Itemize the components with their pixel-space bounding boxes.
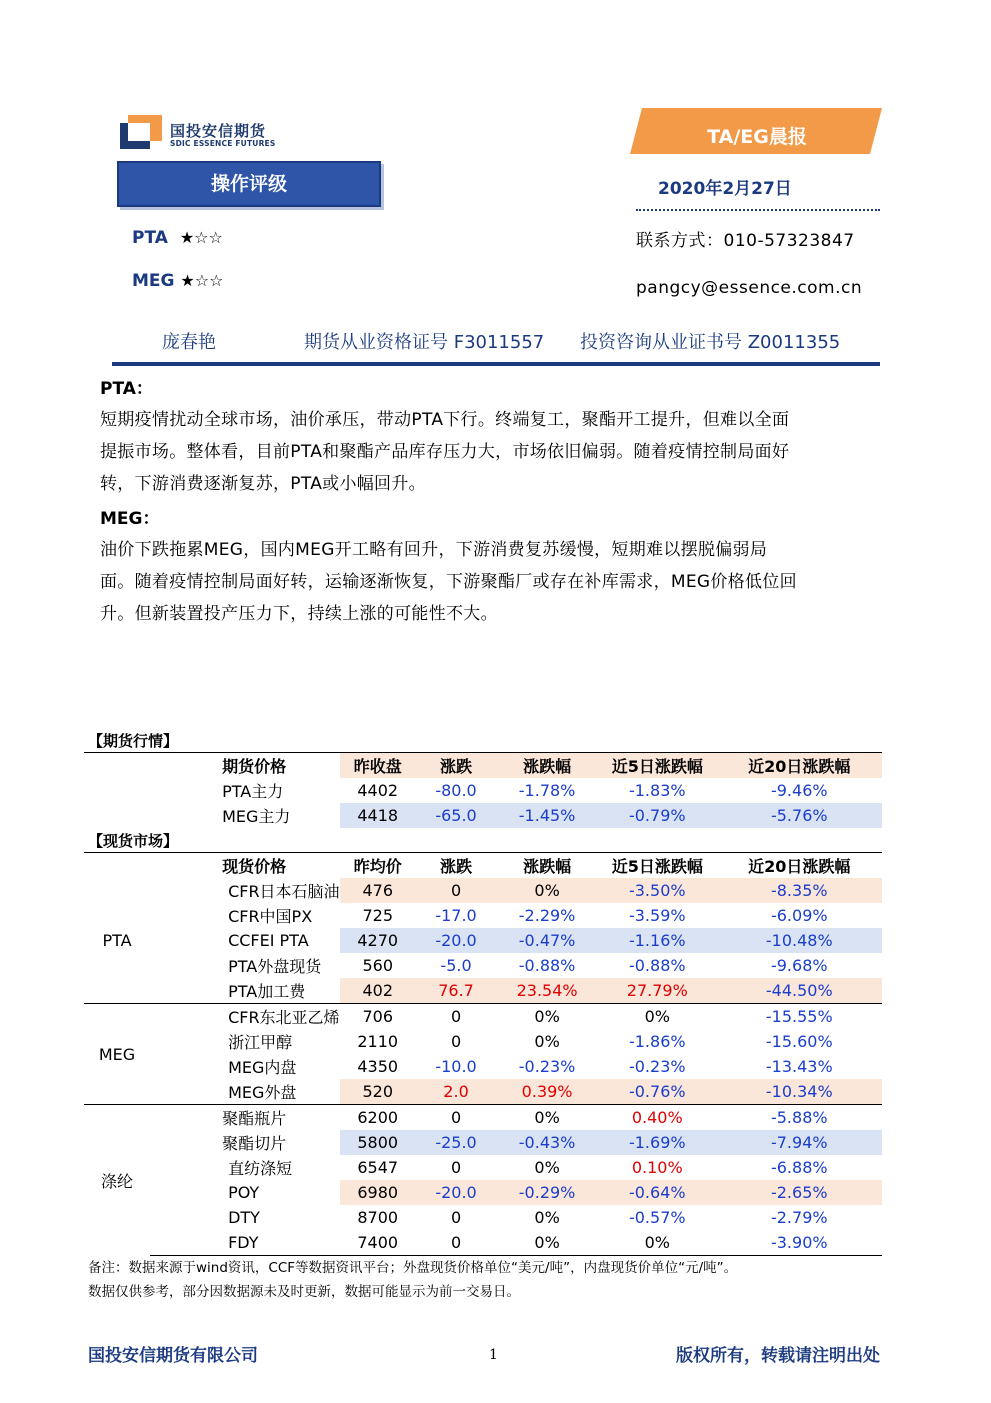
futures-cert: 期货从业资格证号 F3011557 [304, 332, 545, 353]
author-divider [112, 362, 880, 366]
table-row [84, 778, 882, 803]
table-cell: -3.59% [628, 906, 686, 925]
column-header: 昨均价 [340, 853, 416, 879]
table-row [84, 1180, 882, 1205]
section-title-spot: 【现货市场】 [88, 831, 179, 850]
logo-name-en: SDIC ESSENCE FUTURES [170, 139, 276, 148]
invest-cert: 投资咨询从业证书号 Z0011355 [580, 332, 841, 353]
table-cell: 0% [496, 1105, 598, 1131]
table-cell: -9.46% [770, 781, 828, 800]
table-cell: -65.0 [416, 803, 496, 828]
group-blank [84, 778, 150, 803]
table-cell: 0% [598, 1230, 717, 1256]
table-note: 数据仅供参考，部分因数据源未及时更新，数据可能显示为前一交易日。 [88, 1284, 520, 1300]
table-cell: -10.48% [717, 928, 882, 953]
table-cell: 0% [534, 1158, 560, 1177]
table-cell: 0 [416, 1004, 496, 1030]
table-row [84, 1054, 882, 1079]
row-label: MEG主力 [222, 807, 291, 826]
table-cell: 476 [340, 878, 416, 903]
table-cell: 0.10% [631, 1158, 683, 1177]
row-label: CFR中国PX [228, 907, 313, 926]
table-row [84, 1079, 882, 1105]
report-tag: TA/EG晨报 [707, 126, 807, 148]
row-label: 直纺涤短 [228, 1159, 293, 1178]
column-header: 近5日涨跌幅 [598, 853, 717, 879]
table-cell: -0.79% [598, 803, 717, 828]
column-header: 现货价格 [150, 853, 340, 879]
row-label: PTA主力 [222, 782, 284, 801]
table-cell: -0.43% [496, 1130, 598, 1155]
table-cell: -0.47% [496, 928, 598, 953]
table-cell: -6.88% [770, 1158, 828, 1177]
table-cell: 0% [534, 1032, 560, 1051]
rating-pta-name: PTA [132, 228, 168, 248]
table-cell: 0% [534, 1208, 560, 1227]
table-cell: -3.50% [598, 878, 717, 903]
rating-meg-name: MEG [132, 271, 175, 291]
row-label: MEG内盘 [228, 1058, 297, 1077]
table-cell: 706 [340, 1004, 416, 1030]
table-cell: -0.88% [518, 956, 576, 975]
table-cell: -1.86% [628, 1032, 686, 1051]
row-label: CCFEI PTA [228, 931, 309, 950]
table-cell: 0 [416, 1230, 496, 1256]
row-label: FDY [150, 1230, 340, 1256]
table-cell: -2.65% [717, 1180, 882, 1205]
table-cell: 0 [450, 1158, 462, 1177]
table-cell: -6.09% [770, 906, 828, 925]
pta-line: 转，下游消费逐渐复苏，PTA或小幅回升。 [100, 474, 426, 494]
footer-copyright: 版权所有，转载请注明出处 [676, 1346, 880, 1366]
table-cell: -20.0 [416, 928, 496, 953]
table-cell: -5.88% [717, 1105, 882, 1131]
table-cell: -25.0 [416, 1130, 496, 1155]
section-title-meg: MEG： [100, 509, 160, 529]
table-cell: 0% [496, 878, 598, 903]
table-row [84, 903, 882, 928]
table-cell: -13.43% [765, 1057, 833, 1076]
table-cell: -7.94% [717, 1130, 882, 1155]
table-cell: 0 [450, 1208, 462, 1227]
table-cell: 8700 [357, 1208, 399, 1227]
table-cell: 0 [450, 1032, 462, 1051]
table-cell: 0% [496, 1230, 598, 1256]
table-cell: -10.34% [717, 1079, 882, 1105]
contact-phone: 联系方式：010-57323847 [636, 231, 855, 251]
table-cell: 0 [416, 878, 496, 903]
table-cell: -44.50% [717, 978, 882, 1004]
header-blank [84, 753, 150, 779]
table-section-row [84, 828, 882, 853]
table-cell: -2.79% [770, 1208, 828, 1227]
table-cell: -1.78% [518, 781, 576, 800]
table-cell: 725 [362, 906, 393, 925]
table-cell: -0.29% [496, 1180, 598, 1205]
table-cell: 0% [598, 1004, 717, 1030]
table-row [84, 803, 882, 828]
row-label: MEG外盘 [228, 1083, 297, 1102]
table-row [84, 928, 882, 953]
table-section-row [84, 728, 882, 753]
column-header: 近5日涨跌幅 [598, 753, 717, 779]
rating-pta [132, 228, 223, 248]
table-cell: 23.54% [496, 978, 598, 1004]
table-cell: -0.23% [518, 1057, 576, 1076]
rating-pta-stars: ★☆☆ [179, 228, 223, 247]
table-row [84, 878, 882, 903]
table-cell: -0.23% [628, 1057, 686, 1076]
group-label: PTA [102, 931, 132, 950]
group-blank [84, 803, 150, 828]
dotted-divider [636, 209, 880, 211]
column-header: 昨收盘 [340, 753, 416, 779]
table-cell: -80.0 [435, 781, 477, 800]
row-label: PTA加工费 [228, 982, 306, 1001]
column-header: 期货价格 [150, 753, 340, 779]
table-cell: 4270 [340, 928, 416, 953]
table-cell: 5800 [340, 1130, 416, 1155]
table-note: 备注：数据来源于wind资讯，CCF等数据资讯平台；外盘现货价格单位“美元/吨”，内盘现货价单位“元/吨”。 [88, 1260, 738, 1276]
table-row [84, 978, 882, 1004]
header-blank [84, 853, 150, 879]
table-cell: -1.83% [628, 781, 686, 800]
table-cell: 0 [416, 1105, 496, 1131]
table-cell: -8.35% [717, 878, 882, 903]
section-text-meg [100, 534, 885, 630]
table-cell: -1.16% [598, 928, 717, 953]
table-cell: -5.76% [717, 803, 882, 828]
report-date: 2020年2月27日 [658, 179, 792, 199]
author-name: 庞春艳 [162, 332, 216, 353]
column-header: 涨跌幅 [496, 753, 598, 779]
table-cell: 76.7 [416, 978, 496, 1004]
rating-meg-stars: ★☆☆ [180, 271, 224, 290]
pta-line: 短期疫情扰动全球市场，油价承压，带动PTA下行。终端复工，聚酯开工提升，但难以全面 [100, 410, 790, 430]
table-cell: 4402 [357, 781, 399, 800]
table-cell: -0.76% [598, 1079, 717, 1105]
meg-line: 油价下跌拖累MEG，国内MEG开工略有回升，下游消费复苏缓慢，短期难以摆脱偏弱局 [100, 540, 768, 560]
section-text-pta [100, 404, 885, 500]
table-row [84, 1230, 882, 1256]
section-title-futures: 【期货行情】 [88, 731, 179, 750]
table-cell: -0.57% [628, 1208, 686, 1227]
column-header: 近20日涨跌幅 [717, 853, 882, 879]
row-label: PTA外盘现货 [228, 957, 322, 976]
meg-line: 面。随着疫情控制局面好转，运输逐渐恢复，下游聚酯厂或存在补库需求，MEG价格低位回 [100, 572, 797, 592]
table-header-row [84, 753, 882, 779]
table-row [84, 1105, 882, 1131]
rating-title: 操作评级 [117, 161, 381, 207]
table-cell: -2.29% [518, 906, 576, 925]
author-line [112, 328, 880, 356]
table-header-row [84, 853, 882, 879]
table-cell: 4350 [357, 1057, 399, 1076]
logo-name-cn: 国投安信期货 [170, 122, 267, 140]
row-label: 聚酯瓶片 [150, 1105, 340, 1131]
row-label: POY [228, 1183, 260, 1202]
table-cell: 0% [496, 1004, 598, 1030]
page-number: 1 [489, 1347, 498, 1363]
table-cell: 402 [340, 978, 416, 1004]
pta-line: 提振市场。整体看，目前PTA和聚酯产品库存压力大，市场依旧偏弱。随着疫情控制局面好 [100, 442, 790, 462]
table-cell: -1.45% [496, 803, 598, 828]
table-cell: -20.0 [416, 1180, 496, 1205]
table-cell: -0.64% [598, 1180, 717, 1205]
market-table [84, 728, 882, 1256]
column-header: 涨跌幅 [496, 853, 598, 879]
rating-meg [132, 271, 223, 291]
table-cell: -15.60% [765, 1032, 833, 1051]
row-label: CFR日本石脑油 [228, 882, 340, 901]
table-cell: -0.88% [628, 956, 686, 975]
table-cell: -17.0 [435, 906, 477, 925]
column-header: 涨跌 [416, 753, 496, 779]
row-label: 浙江甲醇 [228, 1033, 293, 1052]
row-label: DTY [228, 1208, 260, 1227]
table-cell: -10.0 [435, 1057, 477, 1076]
table-row [84, 1155, 882, 1180]
table-cell: 0.39% [496, 1079, 598, 1105]
table-cell: 0.40% [598, 1105, 717, 1131]
table-row [84, 953, 882, 978]
table-row [84, 1205, 882, 1230]
table-cell: 27.79% [598, 978, 717, 1004]
group-label: 涤纶 [84, 1105, 150, 1256]
table-cell: 520 [340, 1079, 416, 1105]
table-cell: -3.90% [717, 1230, 882, 1256]
company-logo-icon [120, 115, 162, 149]
row-label: CFR东北亚乙烯 [150, 1004, 340, 1030]
table-cell: 560 [362, 956, 393, 975]
group-label: MEG [84, 1004, 150, 1105]
table-cell: 7400 [340, 1230, 416, 1256]
column-header: 涨跌 [416, 853, 496, 879]
column-header: 近20日涨跌幅 [717, 753, 882, 779]
table-cell: -5.0 [440, 956, 472, 975]
table-cell: 2110 [357, 1032, 399, 1051]
meg-line: 升。但新装置投产压力下，持续上涨的可能性不大。 [100, 604, 498, 624]
table-row [84, 1004, 882, 1030]
footer-company: 国投安信期货有限公司 [88, 1346, 258, 1366]
section-title-pta: PTA： [100, 379, 153, 399]
table-cell: -1.69% [598, 1130, 717, 1155]
contact-email: pangcy@essence.com.cn [636, 278, 863, 298]
table-cell: -9.68% [770, 956, 828, 975]
table-cell: 6980 [340, 1180, 416, 1205]
table-cell: 6547 [357, 1158, 399, 1177]
table-cell: 4418 [340, 803, 416, 828]
table-cell: -15.55% [717, 1004, 882, 1030]
table-cell: 6200 [340, 1105, 416, 1131]
row-label: 聚酯切片 [222, 1134, 287, 1153]
table-row [84, 1029, 882, 1054]
table-row [84, 1130, 882, 1155]
table-cell: 2.0 [416, 1079, 496, 1105]
